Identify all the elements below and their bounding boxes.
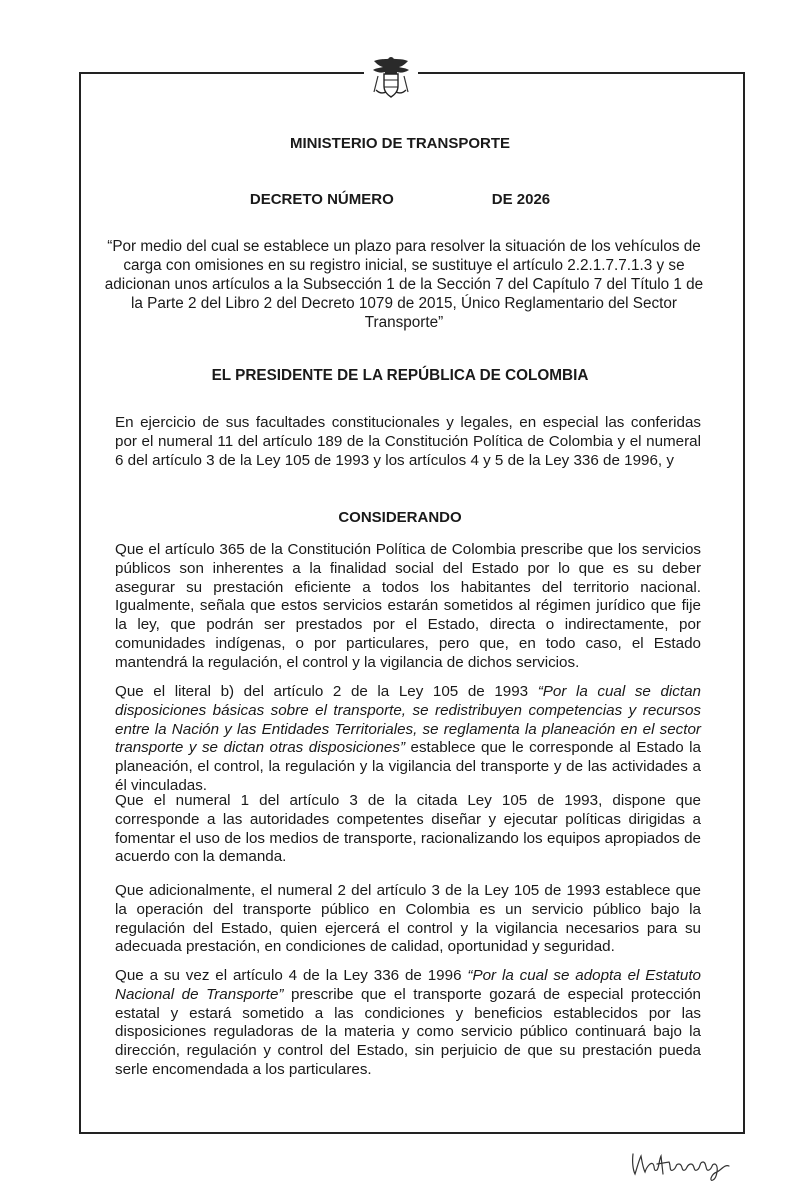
- p5-law-title: “Por la cual se adopta el Estatuto Nacional de Transporte”: [115, 967, 701, 1003]
- decree-label: DECRETO NÚMERO: [249, 191, 394, 208]
- considerando-paragraph-3: Que el numeral 1 del artículo 3 de la citada Ley 105 de 1993, dispone que corresponde a las autoridades competentes diseñar y ejecutar políticas dirigidas a fomentar el uso de los medios de transporte, racionalizando los equipos apropiados de acuerdo con la demanda.: [115, 792, 701, 866]
- handwritten-initials-signature: [629, 1144, 739, 1184]
- considerando-heading: CONSIDERANDO: [338, 509, 462, 526]
- considerando-paragraph-4: Que adicionalmente, el numeral 2 del artículo 3 de la Ley 105 de 1993 establece que la operación del transporte público en Colombia es un servicio público bajo la regulación del Estado, quien ejercerá el control y la vigilancia necesarios para su adecuada prestación, en condiciones de calidad, oportunidad y seguridad.: [115, 882, 701, 956]
- p2-law-title: “Por la cual se dictan disposiciones básicas sobre el transporte, se redistribuyen competencias y recursos entre la Nación y las Entidades Territoriales, se reglamenta la planeación en el sector transporte y se dictan otras disposiciones”: [115, 683, 701, 757]
- p5-text-end: prescribe que el transporte gozará de especial protección estatal y estará sometido a las condiciones y beneficios establecidos por las disposiciones reguladoras de la materia y como servicio público continuará bajo la dirección, regulación y control del Estado, sin perjuicio de que su prestación pueda serle encomendada a los particulares.: [115, 985, 702, 1078]
- authority-heading: EL PRESIDENTE DE LA REPÚBLICA DE COLOMBIA: [211, 367, 589, 384]
- decree-year: DE 2026: [491, 191, 551, 208]
- decree-number-line: [100, 190, 700, 209]
- considerando-paragraph-1: Que el artículo 365 de la Constitución Política de Colombia prescribe que los servicios públicos son inherentes a la finalidad social del Estado por lo que es su deber asegurar su prestación eficiente a todos los habitantes del territorio nacional. Igualmente, señala que estos servicios estarán sometidos al régimen jurídico que fije la ley, que podrán ser prestados por el Estado, directa o indirectamente, por comunidades indígenas, o por particulares, pero que, en todo caso, el Estado mantendrá la regulación, el control y la vigilancia de dichos servicios.: [115, 541, 701, 671]
- considerando-paragraph-2: [115, 683, 701, 796]
- considerando-paragraph-5: [115, 967, 701, 1080]
- coat-of-arms-icon: [364, 50, 418, 104]
- preamble-paragraph: En ejercicio de sus facultades constitucionales y legales, en especial las conferidas por el numeral 11 del artículo 189 de la Constitución Política de Colombia y el numeral 6 del artículo 3 de la Ley 105 de 1993 y los artículos 4 y 5 de la Ley 336 de 1996, y: [115, 414, 701, 469]
- p2-text-end: establece que le corresponde al Estado la planeación, el control, la regulación y la vigilancia del transporte y de las actividades a él vinculadas.: [115, 739, 701, 794]
- decree-title: “Por medio del cual se establece un plazo para resolver la situación de los vehículos de carga con omisiones en su registro inicial, se sustituye el artículo 2.2.1.7.7.1.3 y se adicionan unos artículos a la Subsección 1 de la Sección 7 del Capítulo 7 del Título 1 de la Parte 2 del Libro 2 del Decreto 1079 de 2015, Único Reglamentario del Sector Transporte”: [104, 238, 704, 331]
- p5-text-start: Que a su vez el artículo 4 de la Ley 336 de 1996: [115, 967, 468, 984]
- ministry-heading: MINISTERIO DE TRANSPORTE: [289, 135, 510, 152]
- p2-text-start: Que el literal b) del artículo 2 de la Ley 105 de 1993: [115, 683, 538, 700]
